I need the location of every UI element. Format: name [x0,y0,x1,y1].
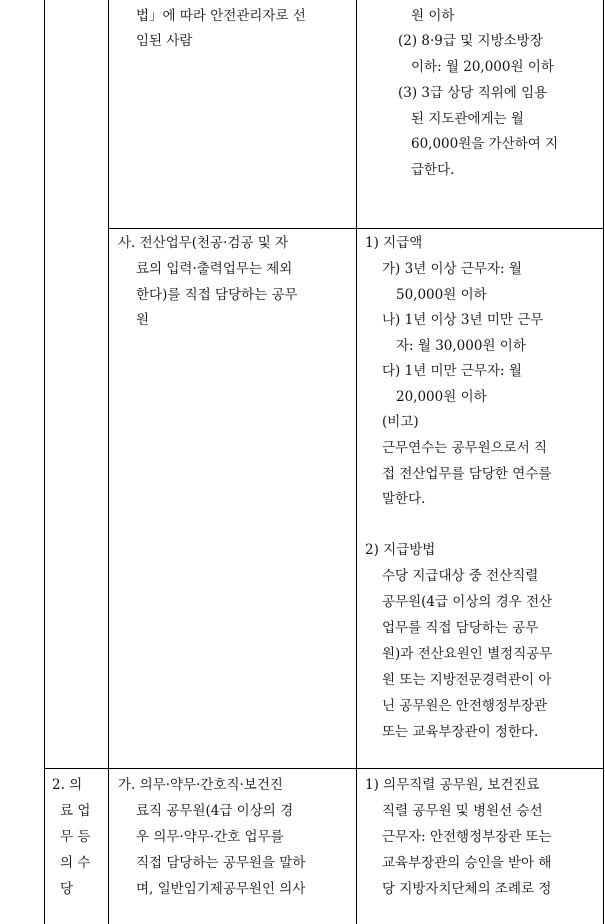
payment-method-title: 2) 지급방법 [365,542,436,558]
category-text-line: 료 업 [60,803,91,819]
cell-text-line: 직렬 공무원 및 병원선 승선 [382,803,543,819]
cell-text-line: (3) 3급 상당 직위에 임용 [398,85,548,101]
cell-text-line: 1) 의무직렬 공무원, 보건진료 [365,777,540,793]
cell-text-line: 원 또는 지방전문경력관이 아 [382,672,552,688]
cell-text-line: 자: 월 30,000원 이하 [396,338,526,354]
cell-text-line: 된 지도관에게는 월 [411,111,524,127]
cell-text-line: 가) 3년 이상 근무자: 월 [382,261,522,277]
cell-text-line: 원 [136,312,150,328]
cell-text-line: 료의 입력·출력업무는 제외 [136,261,293,277]
cell-text-line: (2) 8·9급 및 지방소방장 [398,33,543,49]
cell-text-line: 이하: 월 20,000원 이하 [411,59,554,75]
cell-text-line: 사. 전산업무(천공·검공 및 자 [118,235,289,251]
cell-text-line: 원)과 전산요원인 별정직공무 [382,646,553,662]
cell-text-line: 며, 일반임기제공무원인 의사 [136,881,306,897]
cell-text-line: 20,000원 이하 [396,389,487,405]
row-divider-bottom [44,768,604,769]
row-divider-top [108,228,604,229]
category-text-line: 당 [60,881,74,897]
table-right-border [603,0,604,924]
category-text-line: 의 수 [60,855,91,871]
cell-text-line: 60,000원을 가산하여 지 [411,136,559,152]
cell-text-line: 한다)를 직접 담당하는 공무 [136,287,298,303]
cell-text-line: 업무를 직접 담당하는 공무 [382,620,539,636]
cell-text-line: 법」에 따라 안전관리자로 선 [136,8,306,24]
cell-text-line: 말한다. [382,491,426,507]
category-text-line: 2. 의 [52,777,83,793]
table-left-border [44,0,45,924]
column-divider-item [356,0,357,924]
cell-text-line: 원 이하 [411,8,455,24]
cell-text-line: 근무자: 안전행정부장관 또는 [382,829,552,845]
cell-text-line: 나) 1년 이상 3년 미만 근무 [382,312,544,328]
cell-text-line: 임된 사람 [136,33,193,49]
cell-text-line: 가. 의무·약무·간호직·보건진 [118,777,283,793]
cell-text-line: 50,000원 이하 [396,287,487,303]
cell-text-line: 급한다. [411,162,455,178]
category-text-line: 무 등 [60,829,91,845]
cell-text-line: 닌 공무원은 안전행정부장관 [382,698,548,714]
remark-label: (비고) [382,414,419,430]
cell-text-line: 다) 1년 미만 근무자: 월 [382,363,522,379]
cell-text-line: 또는 교육부장관이 정한다. [382,724,539,740]
cell-text-line: 공무원(4급 이상의 경우 전산 [382,594,553,610]
cell-text-line: 교육부장관의 승인을 받아 해 [382,855,552,871]
cell-text-line: 직접 담당하는 공무원을 말하 [136,855,306,871]
cell-text-line: 근무연수는 공무원으로서 직 [382,440,548,456]
column-divider-category [108,0,109,924]
payment-amount-title: 1) 지급액 [365,235,423,251]
cell-text-line: 우 의무·약무·간호 업무를 [136,829,284,845]
cell-text-line: 료직 공무원(4급 이상의 경 [136,803,294,819]
cell-text-line: 수당 지급대상 중 전산직렬 [382,568,539,584]
cell-text-line: 당 지방자치단체의 조례로 정 [382,881,552,897]
cell-text-line: 접 전산업무를 담당한 연수를 [382,466,552,482]
